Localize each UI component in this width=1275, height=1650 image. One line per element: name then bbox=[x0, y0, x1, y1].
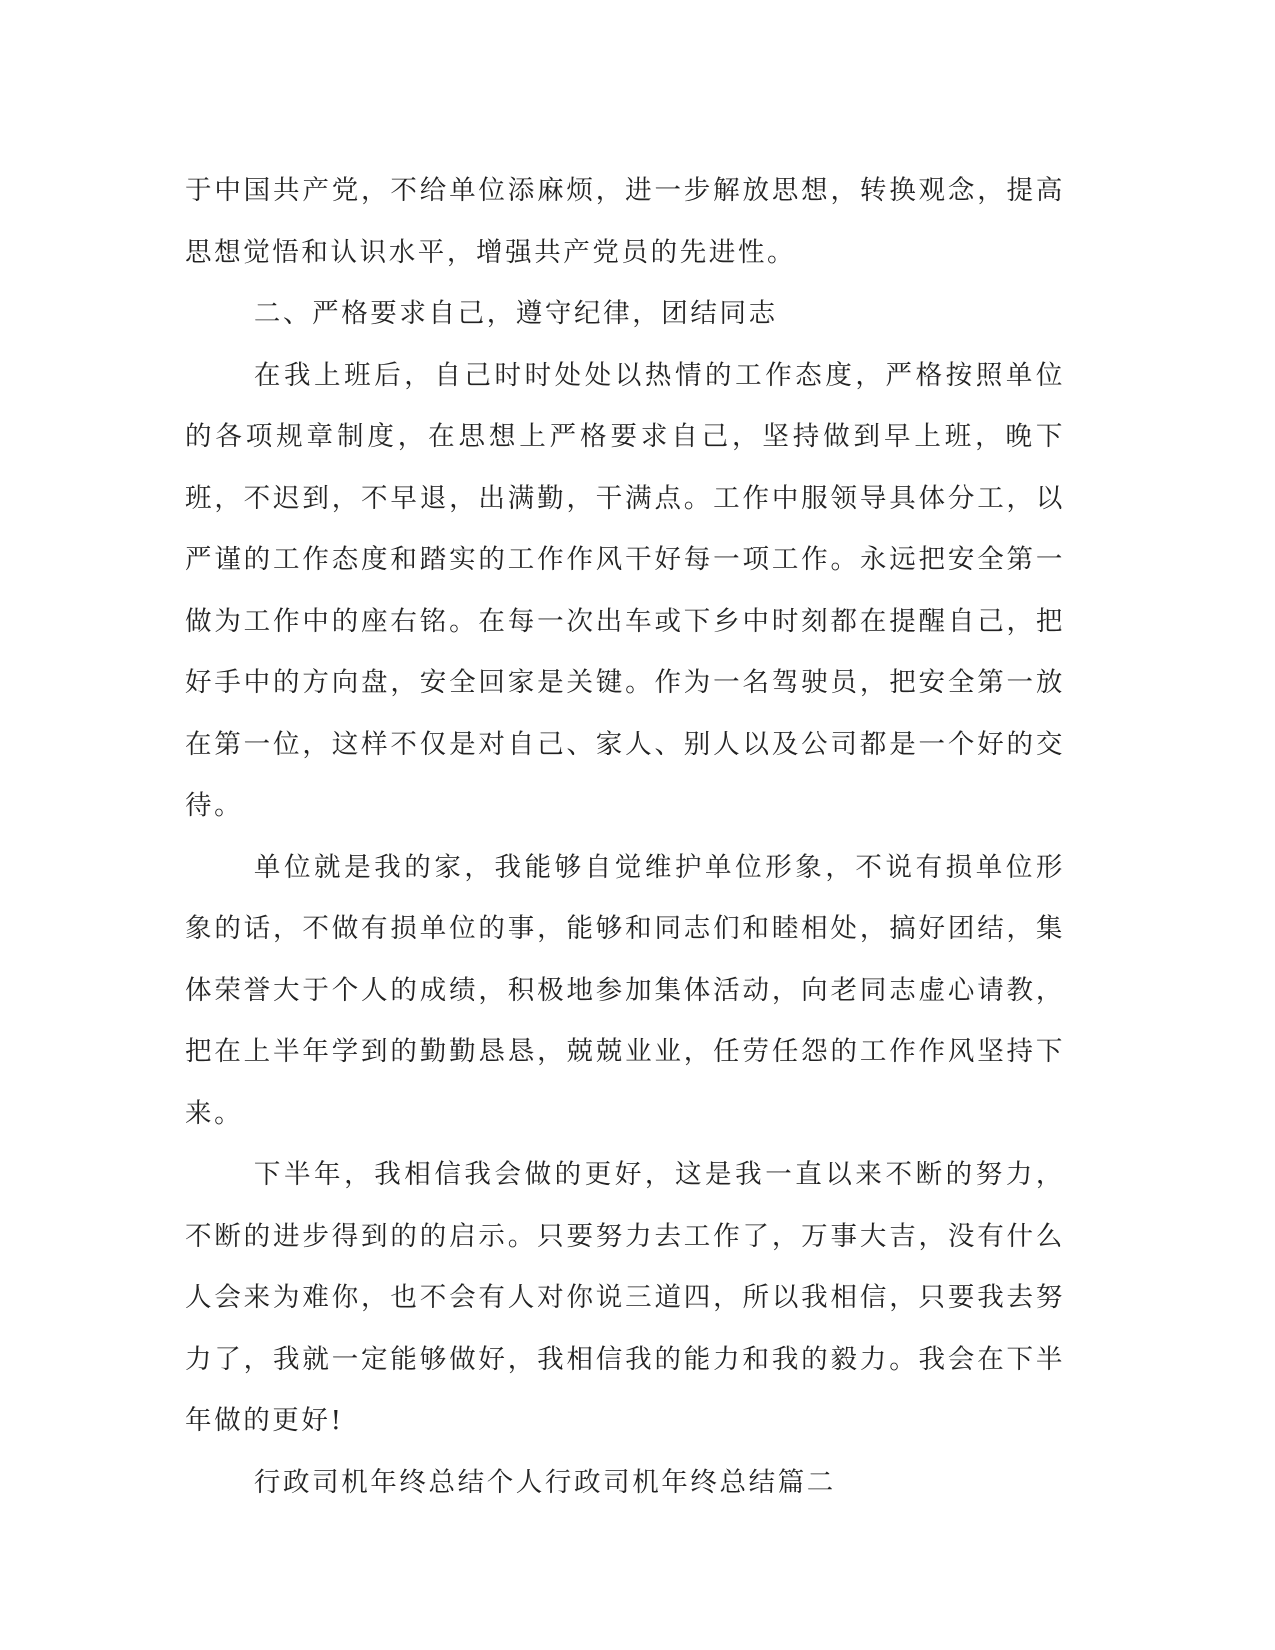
document-body bbox=[185, 160, 1065, 1513]
next-article-title: 行政司机年终总结个人行政司机年终总结篇二 bbox=[253, 1466, 836, 1498]
section-heading-2: 二、严格要求自己，遵守纪律，团结同志 bbox=[253, 298, 778, 329]
paragraph-intro-continued: 于中国共产党，不给单位添麻烦，进一步解放思想，转换观念，提高思想觉悟和认识水平，增强共产党员的先进性。 bbox=[185, 175, 1065, 268]
paragraph-work-attitude: 在我上班后，自己时时处处以热情的工作态度，严格按照单位的各项规章制度，在思想上严格要求自己，坚持做到早上班，晚下班，不迟到，不早退，出满勤，干满点。工作中服领导具体分工，以严谨的工作态度和踏实的工作作风干好每一项工作。永远把安全第一做为工作中的座右铭。在每一次出车或下乡中时刻都在提醒自己，把好手中的方向盘，安全回家是关键。作为一名驾驶员，把安全第一放在第一位，这样不仅是对自己、家人、别人以及公司都是一个好的交待。 bbox=[185, 359, 1065, 821]
paragraph-unit-home: 单位就是我的家，我能够自觉维护单位形象，不说有损单位形象的话，不做有损单位的事，能够和同志们和睦相处，搞好团结，集体荣誉大于个人的成绩，积极地参加集体活动，向老同志虚心请教，把在上半年学到的勤勤恳恳，兢兢业业，任劳任怨的工作作风坚持下来。 bbox=[185, 851, 1065, 1129]
paragraph-second-half: 下半年，我相信我会做的更好，这是我一直以来不断的努力，不断的进步得到的的启示。只要努力去工作了，万事大吉，没有什么人会来为难你，也不会有人对你说三道四，所以我相信，只要我去努力了，我就一定能够做好，我相信我的能力和我的毅力。我会在下半年做的更好! bbox=[185, 1159, 1065, 1436]
